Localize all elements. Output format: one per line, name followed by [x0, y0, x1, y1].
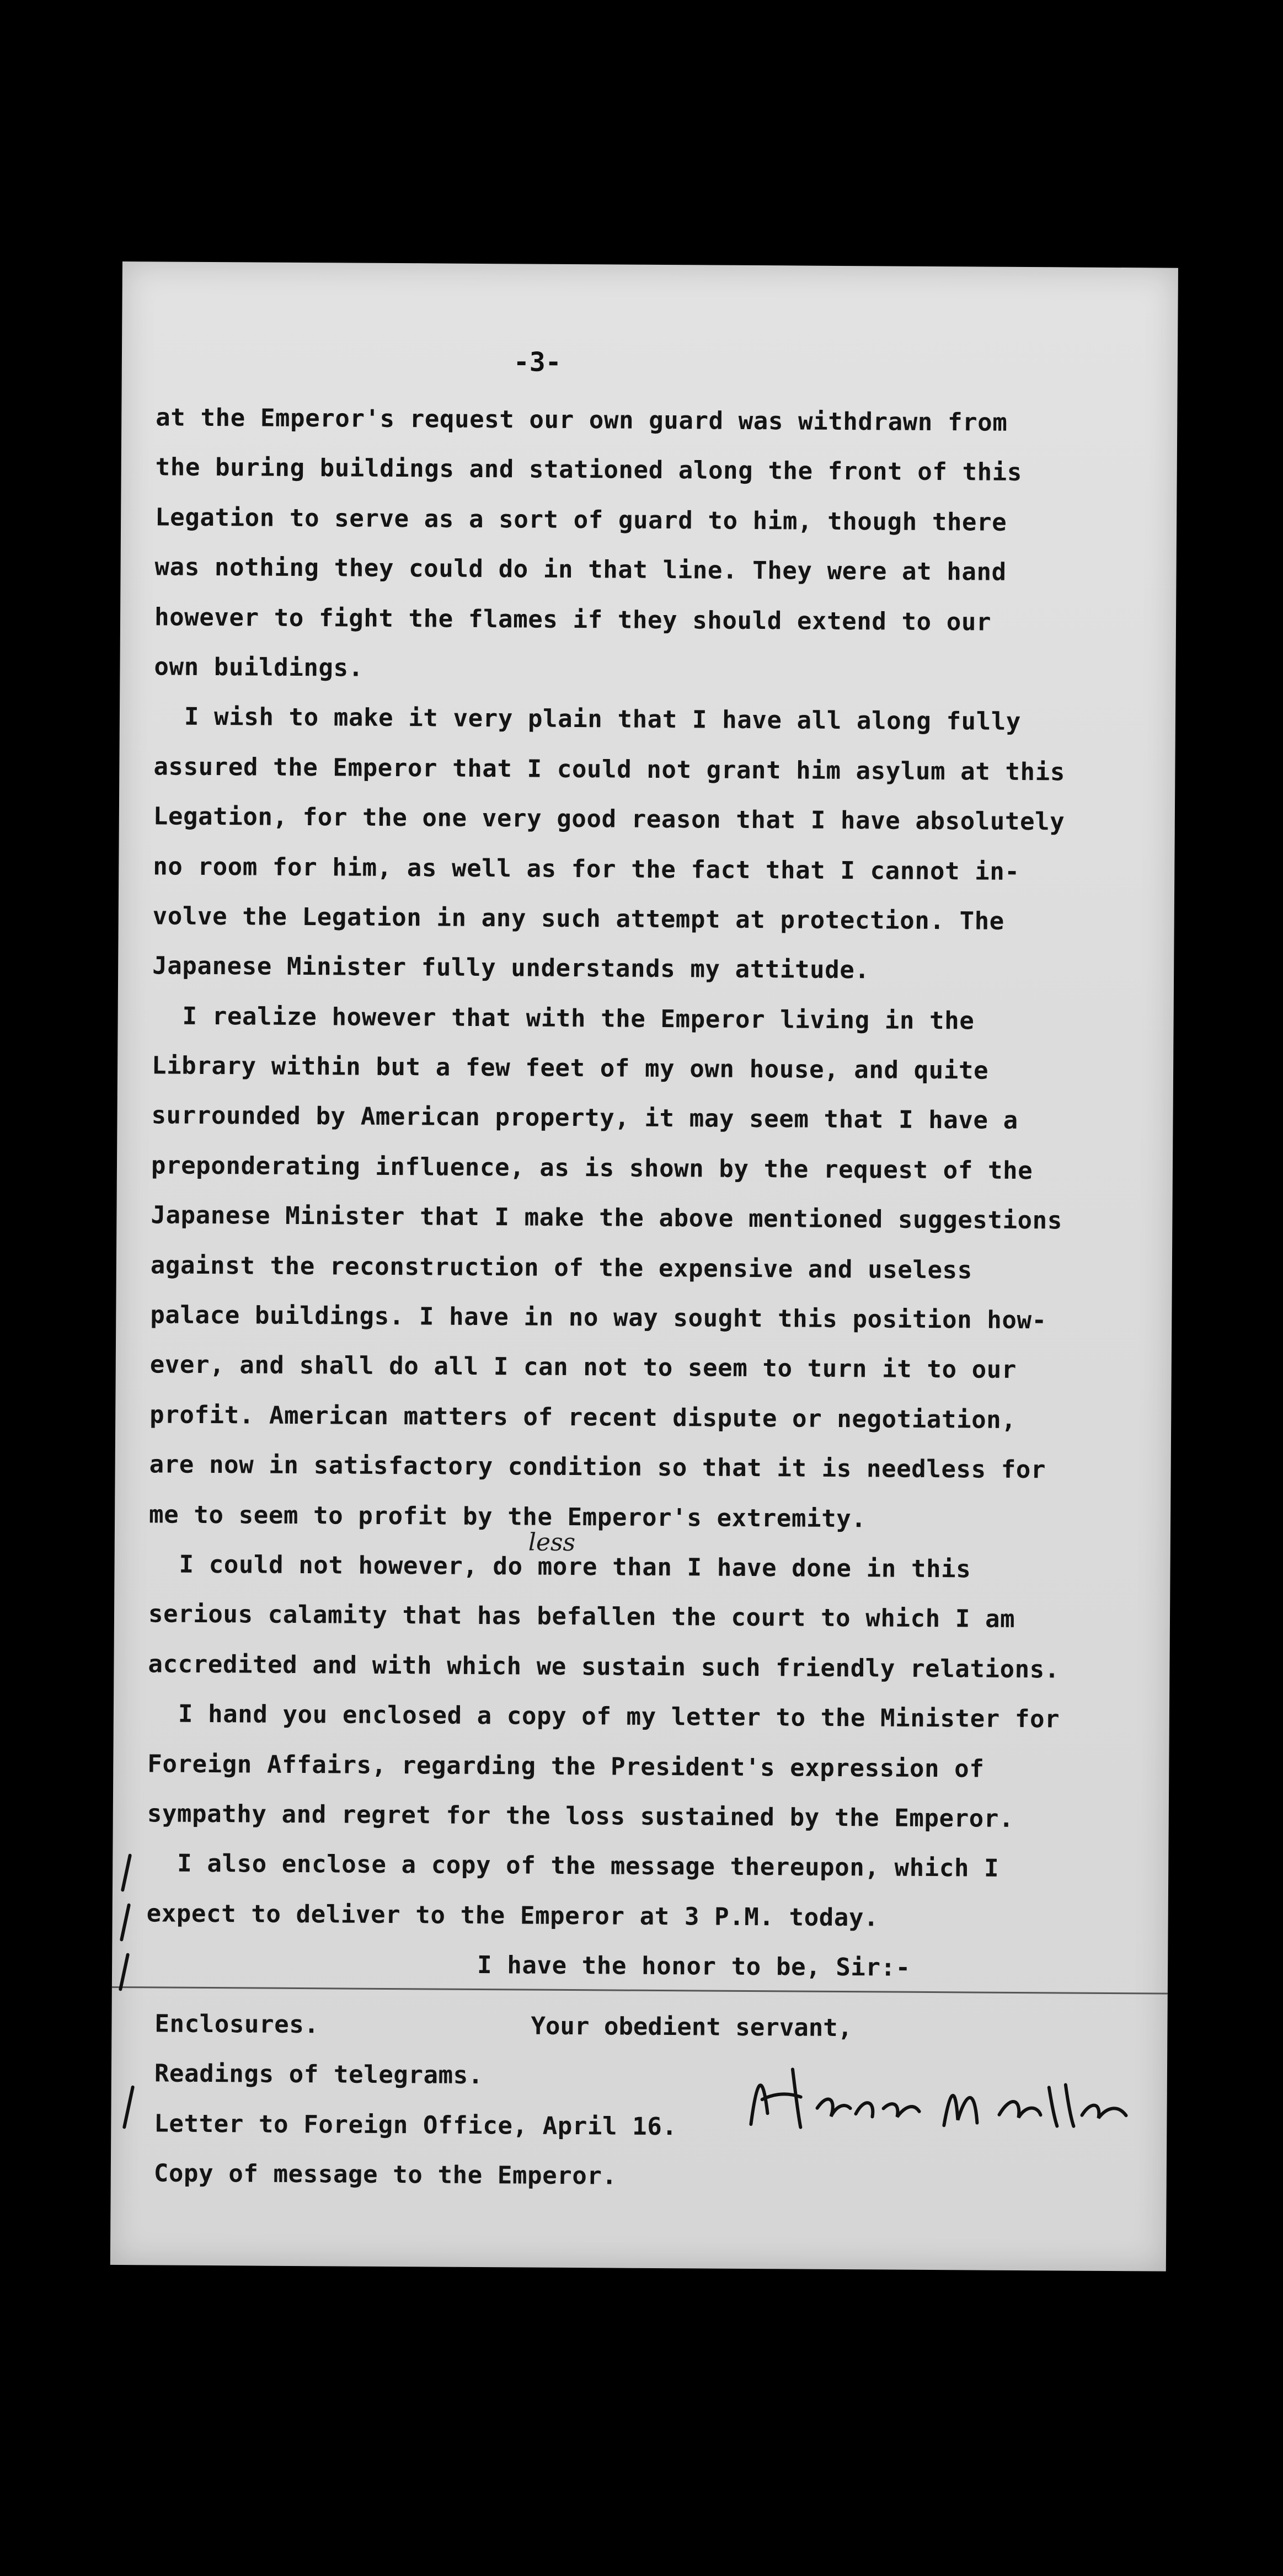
- text-line: Legation, for the one very good reason that I have absolutely: [153, 802, 1065, 836]
- signature-image: [740, 2047, 1137, 2149]
- text-line: accredited and with which we sustain such friendly relations.: [148, 1650, 1060, 1684]
- text-line: me to seem to profit by the Emperor's extremity.: [148, 1500, 867, 1533]
- text-line: I could not however, do more than I have done in this: [179, 1550, 971, 1584]
- text-line: profit. American matters of recent dispute or negotiation,: [149, 1401, 1017, 1434]
- text-line: own buildings.: [154, 653, 363, 682]
- letter-body: [146, 393, 1149, 1994]
- text-line: expect to deliver to the Emperor at 3 P.M. today.: [146, 1899, 879, 1932]
- text-line: against the reconstruction of the expensive and useless: [150, 1250, 972, 1285]
- enclosures-heading: Enclosures.: [154, 2010, 319, 2039]
- text-line: sympathy and regret for the loss sustained by the Emperor.: [147, 1799, 1014, 1833]
- enclosure-item: Letter to Foreign Office, April 16.: [154, 2109, 677, 2141]
- text-line: palace buildings. I have in no way sought this position how-: [150, 1301, 1047, 1335]
- text-line: Japanese Minister fully understands my attitude.: [152, 952, 870, 985]
- text-line: are now in satisfactory condition so that it is needless for: [149, 1450, 1046, 1484]
- text-line: I wish to make it very plain that I have all along fully: [184, 703, 1022, 736]
- closing-line: I have the honor to be, Sir:-: [477, 1951, 911, 1982]
- text-line: preponderating influence, as is shown by the request of the: [151, 1151, 1033, 1185]
- text-line: I realize however that with the Emperor living in the: [182, 1002, 975, 1035]
- enclosures-block: [154, 1999, 762, 2202]
- text-line: the buring buildings and stationed along the front of this: [155, 453, 1023, 487]
- text-line: assured the Emperor that I could not grant him asylum at this: [153, 752, 1066, 787]
- text-line: I also enclose a copy of the message thereupon, which I: [177, 1849, 999, 1883]
- document-page: [110, 261, 1178, 2272]
- text-line: ever, and shall do all I can not to seem to turn it to our: [149, 1350, 1017, 1385]
- text-line: surrounded by American property, it may seem that I have a: [151, 1101, 1018, 1135]
- handwritten-insert: less: [528, 1528, 576, 1557]
- text-line: Library within but a few feet of my own house, and quite: [151, 1051, 989, 1085]
- text-line: no room for him, as well as for the fact that I cannot in-: [153, 852, 1020, 886]
- servant-line: Your obedient servant,: [531, 2012, 853, 2043]
- text-line: Foreign Affairs, regarding the President's expression of: [147, 1749, 985, 1783]
- text-line: at the Emperor's request our own guard was withdrawn from: [156, 403, 1008, 437]
- text-line: Japanese Minister that I make the above mentioned suggestions: [151, 1201, 1063, 1235]
- text-line: Legation to serve as a sort of guard to him, though there: [155, 503, 1007, 537]
- text-line: volve the Legation in any such attempt at protection. The: [152, 902, 1005, 936]
- text-line: however to fight the flames if they should extend to our: [154, 602, 992, 637]
- enclosure-item: Copy of message to the Emperor.: [153, 2159, 617, 2190]
- text-line: serious calamity that has befallen the court to which I am: [148, 1600, 1015, 1634]
- text-line: was nothing they could do in that line. They were at hand: [154, 553, 1007, 586]
- page-number: -3-: [513, 346, 562, 378]
- enclosure-item: Readings of telegrams.: [154, 2059, 484, 2090]
- text-line: I hand you enclosed a copy of my letter to the Minister for: [178, 1699, 1060, 1734]
